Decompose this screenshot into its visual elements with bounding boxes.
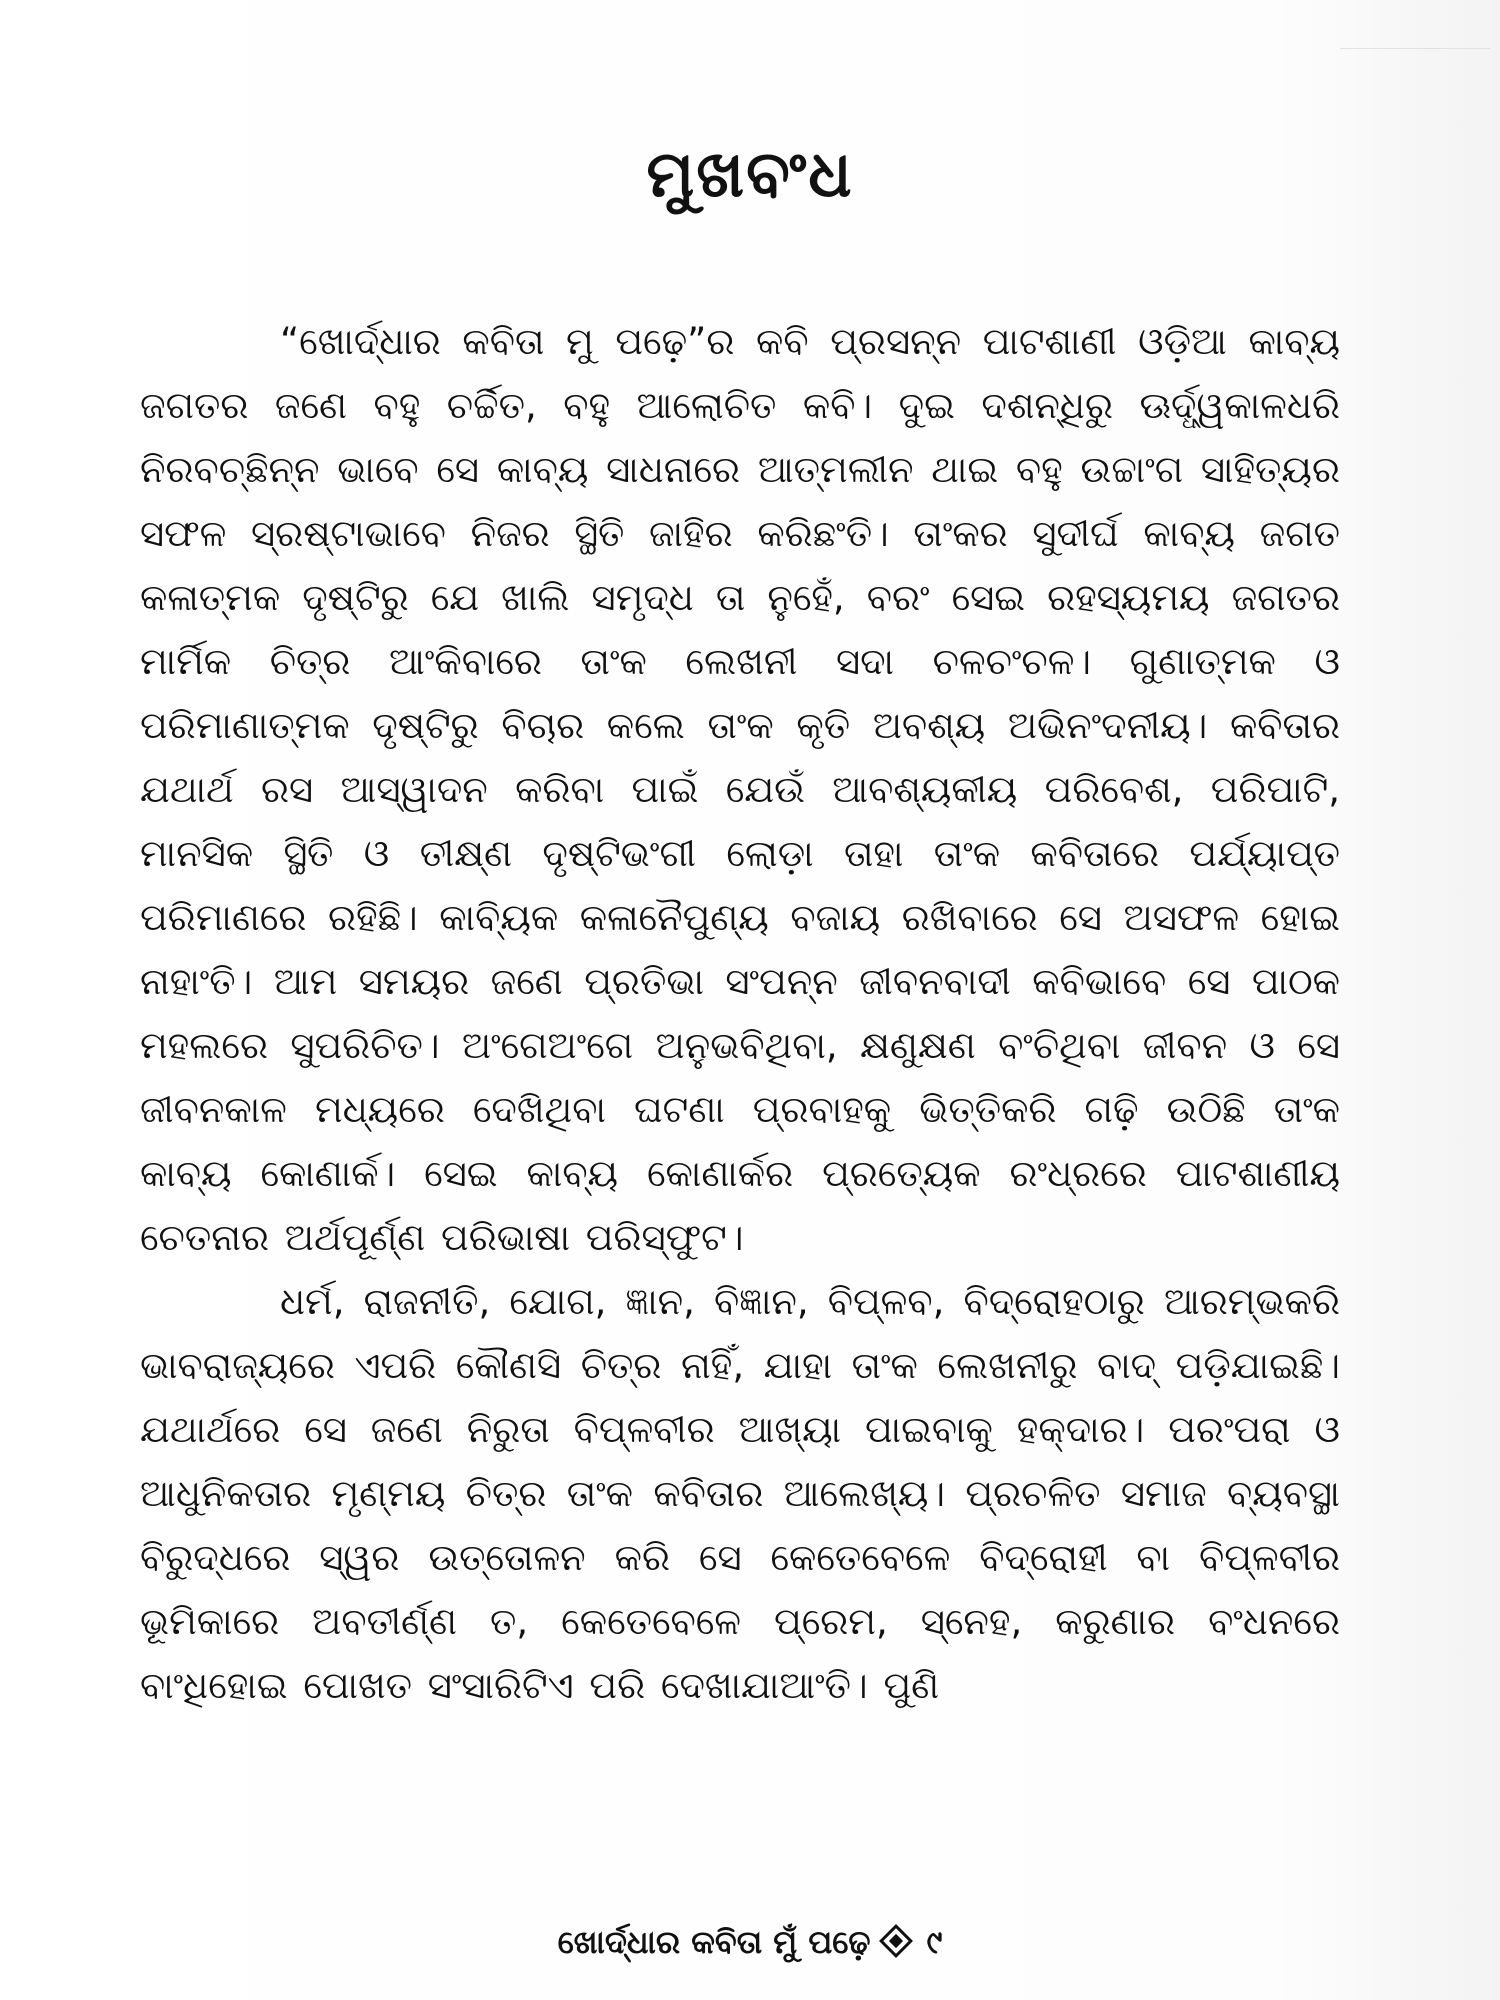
diamond-ornament-icon [880, 1924, 914, 1958]
footer-page-number: ୯ [926, 1923, 943, 1961]
page-title: ମୁଖବଂଧ [646, 138, 854, 212]
body-text [140, 310, 1340, 1718]
corner-bleed-mark [1340, 8, 1490, 49]
paragraph-2: ଧର୍ମ, ରାଜନୀତି, ଯୋଗ, ଜ୍ଞାନ, ବିଜ୍ଞାନ, ବିପ୍ଳବ, ବିଦ୍ରୋହଠାରୁ ଆରମ୍ଭକରି ଭାବରାଜ୍ୟରେ ଏପରି କୌଣସି ଚିତ୍ର ନାହିଁ, ଯାହା ତାଂକ ଲେଖନୀରୁ ବାଦ୍ ପଡ଼ିଯାଇଛି। ଯଥାର୍ଥରେ ସେ ଜଣେ ନିରୁତା ବିପ୍ଳବୀର ଆଖ୍ୟା ପାଇବାକୁ ହକ୍‌ଦାର। ପରଂପରା ଓ ଆଧୁନିକତାର ମୃଣ୍ମୟ ଚିତ୍ର ତାଂକ କବିତାର ଆଲେଖ୍ୟ। ପ୍ରଚଳିତ ସମାଜ ବ୍ୟବସ୍ଥା ବିରୁଦ୍ଧରେ ସ୍ୱର ଉତ୍ତୋଳନ କରି ସେ କେତେବେଳେ ବିଦ୍ରୋହୀ ବା ବିପ୍ଳବୀର ଭୂମିକାରେ ଅବତୀର୍ଣ୍ଣ ତ, କେତେବେଳେ ପ୍ରେମ, ସ୍ନେହ, କରୁଣାର ବଂଧନରେ ବାଂଧିହୋଇ ପୋଖତ ସଂସାରିଟିଏ ପରି ଦେଖାଯାଆଂତି। ପୁଣି [140, 1280, 1340, 1707]
footer-book-title: ଖୋର୍ଦ୍ଧାର କବିତା ମୁଁ ପଢ଼େ [557, 1923, 871, 1961]
page-footer [0, 1920, 1500, 1964]
paragraph-1: “ଖୋର୍ଦ୍ଧାର କବିତା ମୁ ପଢ଼େ”ର କବି ପ୍ରସନ୍ନ ପାଟଶାଣୀ ଓଡ଼ିଆ କାବ୍ୟ ଜଗତର ଜଣେ ବହୁ ଚର୍ଚ୍ଚିତ, ବହୁ ଆଲୋଚିତ କବି। ଦୁଇ ଦଶନ୍ଧିରୁ ଊର୍ଦ୍ଧ୍ୱକାଳଧରି ନିରବଚ୍ଛିନ୍ନ ଭାବେ ସେ କାବ୍ୟ ସାଧନାରେ ଆତ୍ମଲୀନ ଥାଇ ବହୁ ଉଚ୍ଚାଂଗ ସାହିତ୍ୟର ସଫଳ ସ୍ରଷ୍ଟାଭାବେ ନିଜର ସ୍ଥିତି ଜାହିର କରିଛଂତି। ତାଂକର ସୁଦୀର୍ଘ କାବ୍ୟ ଜଗତ କଳାତ୍ମକ ଦୃଷ୍ଟିରୁ ଯେ ଖାଲି ସମୃଦ୍ଧ ତା ନୁହେଁ, ବରଂ ସେଇ ରହସ୍ୟମୟ ଜଗତର ମାର୍ମିକ ଚିତ୍ର ଆଂକିବାରେ ତାଂକ ଲେଖନୀ ସଦା ଚଳଚଂଚଳ। ଗୁଣାତ୍ମକ ଓ ପରିମାଣାତ୍ମକ ଦୃଷ୍ଟିରୁ ବିଚାର କଲେ ତାଂକ କୃତି ଅବଶ୍ୟ ଅଭିନଂଦନୀୟ। କବିତାର ଯଥାର୍ଥ ରସ ଆସ୍ୱାଦନ କରିବା ପାଇଁ ଯେଉଁ ଆବଶ୍ୟକୀୟ ପରିବେଶ, ପରିପାଟି, ମାନସିକ ସ୍ଥିତି ଓ ତୀକ୍ଷ୍ଣ ଦୃଷ୍ଟିଭଂଗୀ ଲୋଡ଼ା ତାହା ତାଂକ କବିତାରେ ପର୍ଯ୍ୟାପ୍ତ ପରିମାଣରେ ରହିଛି। କାବ୍ୟିକ କଳାନୈପୁଣ୍ୟ ବଜାୟ ରଖିବାରେ ସେ ଅସଫଳ ହୋଇ ନାହାଂତି। ଆମ ସମୟର ଜଣେ ପ୍ରତିଭା ସଂପନ୍ନ ଜୀବନବାଦୀ କବିଭାବେ ସେ ପାଠକ ମହଲରେ ସୁପରିଚିତ। ଅଂଗେଅଂଗେ ଅନୁଭବିଥିବା, କ୍ଷଣୁକ୍ଷଣ ବଂଚିଥିବା ଜୀବନ ଓ ସେ ଜୀବନକାଳ ମଧ୍ୟରେ ଦେଖିଥିବା ଘଟଣା ପ୍ରବାହକୁ ଭିତ୍ତିକରି ଗଢ଼ି ଉଠିଛି ତାଂକ କାବ୍ୟ କୋଣାର୍କ। ସେଇ କାବ୍ୟ କୋଣାର୍କର ପ୍ରତ୍ୟେକ ରଂଧ୍ରରେ ପାଟଶାଣୀୟ ଚେତନାର ଅର୍ଥପୂର୍ଣ୍ଣ ପରିଭାଷା ପରିସ୍ଫୁଟ। [140, 320, 1340, 1259]
